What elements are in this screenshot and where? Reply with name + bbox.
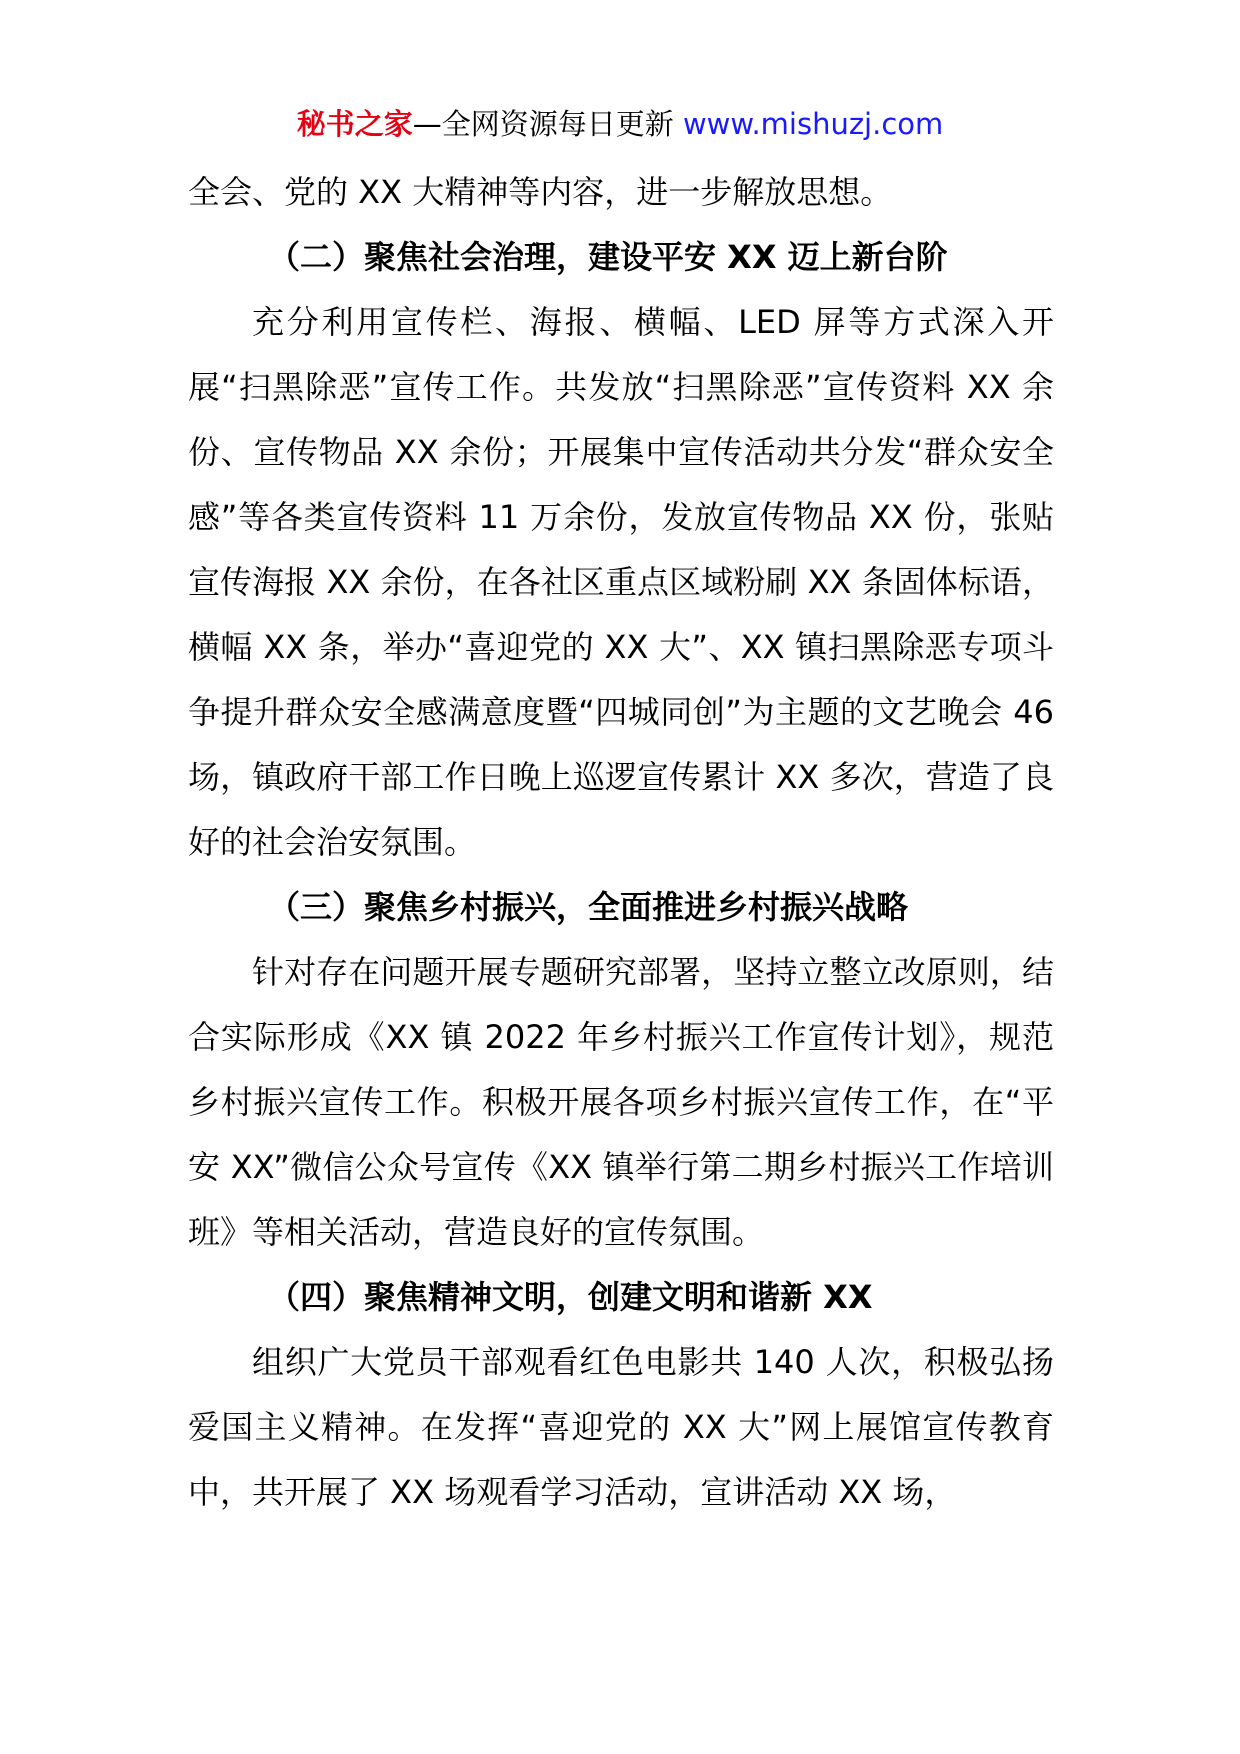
section-body-2: 充分利用宣传栏、海报、横幅、LED 屏等方式深入开展“扫黑除恶”宣传工作。共发放“扫黑除恶”宣传资料 XX 余份、宣传物品 XX 余份；开展集中宣传活动共分发“群众安全感”等各类宣传资料 11 万余份，发放宣传物品 XX 份，张贴宣传海报 XX 余份，在各社区重点区域粉刷 XX 条固体标语，横幅 XX 条，举办“喜迎党的 XX 大”、XX 镇扫黑除恶专项斗争提升群众安全感满意度暨“四城同创”为主题的文艺晚会 46 场，镇政府干部工作日晚上巡逻宣传累计 XX 多次，营造了良好的社会治安氛围。 — [188, 303, 1054, 861]
site-tagline: —全网资源每日更新 — [412, 107, 674, 141]
document-body — [188, 160, 1054, 1525]
section-body-3: 针对存在问题开展专题研究部署，坚持立整立改原则，结合实际形成《XX 镇 2022 年乡村振兴工作宣传计划》，规范乡村振兴宣传工作。积极开展各项乡村振兴宣传工作，在“平安 XX”微信公众号宣传《XX 镇举行第二期乡村振兴工作培训班》等相关活动，营造良好的宣传氛围。 — [188, 953, 1054, 1251]
site-header — [0, 100, 1240, 148]
continuation-paragraph: 全会、党的 XX 大精神等内容，进一步解放思想。 — [188, 173, 893, 211]
section-heading-3: （三）聚焦乡村振兴，全面推进乡村振兴战略 — [268, 888, 909, 926]
section-heading-4: （四）聚焦精神文明，创建文明和谐新 XX — [268, 1278, 873, 1316]
brand-name: 秘书之家 — [296, 107, 413, 141]
section-body-4: 组织广大党员干部观看红色电影共 140 人次，积极弘扬爱国主义精神。在发挥“喜迎党的 XX 大”网上展馆宣传教育中，共开展了 XX 场观看学习活动，宣讲活动 XX 场， — [188, 1343, 1054, 1511]
site-url-link[interactable]: www.mishuzj.com — [682, 107, 944, 141]
section-heading-2: （二）聚焦社会治理，建设平安 XX 迈上新台阶 — [268, 238, 948, 276]
